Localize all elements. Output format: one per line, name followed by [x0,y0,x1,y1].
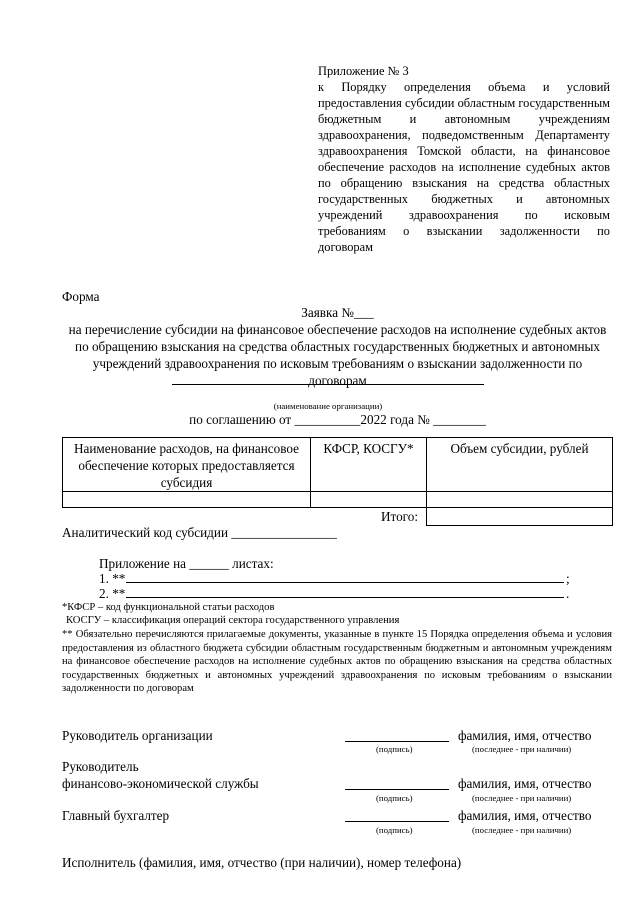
sig-head-caption: (подпись) [376,744,413,754]
analytic-code: Аналитический код субсидии ________________ [62,525,337,540]
cell-amount[interactable] [427,492,613,508]
total-amount[interactable] [427,508,613,526]
sig-head-label: Руководитель организации [62,728,213,743]
note-documents: ** Обязательно перечисляются прилагаемые документы, указанные в пункте 15 Порядка определения объема и условия предоставления из областного бюджета субсидии областным государственным бюджетным и автономным учреждениям на финансовое обеспечение расходов на исполнение судебных актов по обращению взыскания на средства областных государственных бюджетных и автономных учреждений здравоохранения по исковым требованиям о взыскании задолженности по договорам [62,629,612,695]
cell-kfsr[interactable] [311,492,427,508]
sig-head-line[interactable] [345,741,449,742]
application-title: Заявка №___ [301,305,374,320]
sig-head-name: фамилия, имя, отчество [458,728,592,743]
sig-fin-line[interactable] [345,789,449,790]
table-row [63,492,613,508]
appendix-text: к Порядку определения объема и условий предоставления субсидии областным государственным бюджетным и автономным учреждениям здравоохранения, подведомственным Департаменту здравоохранения Томской области, на финансовое обеспечение расходов на исполнение судебных актов по обращению взыскания на средства областных государственных бюджетных и автономных учреждений здравоохранения по исковым требованиям о взыскании задолженности по договорам [318,80,610,254]
sig-acc-line[interactable] [345,821,449,822]
attachment-item-1-end: ; [566,571,570,586]
note-kfsr: *КФСР – код функциональной статьи расходов [62,602,275,613]
attachment-item-2: 2. ** [99,586,126,601]
sig-fin-label-1: Руководитель [62,759,139,774]
cell-expense[interactable] [63,492,311,508]
sig-fin-caption: (подпись) [376,793,413,803]
sig-acc-label: Главный бухгалтер [62,808,170,823]
sig-head-name-caption: (последнее - при наличии) [472,744,572,754]
subsidy-table [62,437,613,526]
attachment-item-1: 1. ** [99,571,126,586]
col-header-expense: Наименование расходов, на финансовое обеспечение которых предоставляется субсидия [63,438,311,492]
executor-label: Исполнитель (фамилия, имя, отчество (при наличии), номер телефона) [62,855,462,870]
org-name-line [172,384,484,385]
col-header-kfsr: КФСР, КОСГУ* [311,438,427,492]
total-label: Итого: [311,508,427,526]
col-header-amount: Объем субсидии, рублей [427,438,613,492]
appendix-title: Приложение № 3 [318,64,409,78]
appendix-block [318,63,610,255]
sig-fin-name-caption: (последнее - при наличии) [472,793,572,803]
table-row-total [63,508,613,526]
agreement-line: по соглашению от __________2022 года № ________ [189,412,486,427]
sig-acc-name: фамилия, имя, отчество [458,808,592,823]
sig-fin-label-2: финансово-экономической службы [62,776,259,791]
application-subtitle: на перечисление субсидии на финансовое обеспечение расходов на исполнение судебных актов по обращению взыскания на средства областных государственных бюджетных и автономных учреждений здравоохранения по исковым требованиям о взыскании задолженности по договорам [68,322,607,388]
sig-fin-name: фамилия, имя, отчество [458,776,592,791]
attachment-item-2-end: . [566,586,570,601]
attachment-line-2[interactable] [126,597,564,598]
note-kosgu: КОСГУ – классификация операций сектора государственного управления [66,615,400,626]
form-label: Форма [62,289,100,304]
sig-acc-name-caption: (последнее - при наличии) [472,825,572,835]
org-name-caption: (наименование организации) [273,401,383,411]
attachment-title: Приложение на ______ листах: [99,556,274,571]
attachment-line-1[interactable] [126,582,564,583]
sig-acc-caption: (подпись) [376,825,413,835]
